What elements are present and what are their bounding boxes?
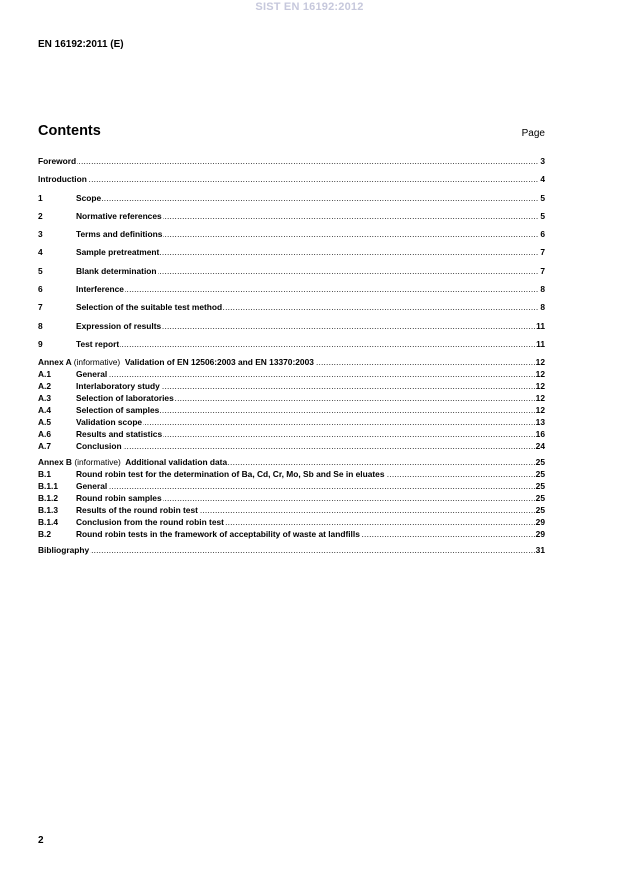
toc-entry-clause-4[interactable]: 4 Sample pretreatment ..... 7	[38, 246, 545, 258]
toc-entry-b2[interactable]: B.2 Round robin tests in the framework of acceptability of waste at landfills ..... 29	[38, 528, 545, 540]
toc-entry-clause-2[interactable]: 2 Normative references ..... 5	[38, 210, 545, 222]
toc-entry-a2[interactable]: A.2 Interlaboratory study ..... 12	[38, 380, 545, 392]
toc-entry-a4[interactable]: A.4 Selection of samples ..... 12	[38, 404, 545, 416]
toc-entry-b1-2[interactable]: B.1.2 Round robin samples ..... 25	[38, 492, 545, 504]
table-of-contents	[38, 155, 545, 556]
toc-entry-clause-9[interactable]: 9 Test report ..... 11	[38, 338, 545, 350]
toc-entry-a1[interactable]: A.1 General ..... 12	[38, 368, 545, 380]
contents-title: Contents	[38, 123, 101, 139]
page-column-label: Page	[521, 128, 545, 139]
page-number: 2	[38, 835, 44, 846]
toc-entry-clause-5[interactable]: 5 Blank determination ..... 7	[38, 265, 545, 277]
toc-entry-introduction[interactable]: Introduction ..... 4	[38, 173, 545, 185]
document-id: EN 16192:2011 (E)	[38, 39, 124, 50]
toc-entry-clause-7[interactable]: 7 Selection of the suitable test method ..... 8	[38, 301, 545, 313]
toc-entry-b1-4[interactable]: B.1.4 Conclusion from the round robin test ..... 29	[38, 516, 545, 528]
toc-entry-clause-8[interactable]: 8 Expression of results ..... 11	[38, 320, 545, 332]
toc-entry-b1-3[interactable]: B.1.3 Results of the round robin test ..... 25	[38, 504, 545, 516]
toc-entry-bibliography[interactable]: Bibliography ..... 31	[38, 544, 545, 556]
toc-entry-clause-3[interactable]: 3 Terms and definitions ..... 6	[38, 228, 545, 240]
watermark: SIST EN 16192:2012	[255, 1, 364, 13]
toc-entry-annex-a[interactable]: Annex A (informative) Validation of EN 12506:2003 and EN 13370:2003 ..... 12	[38, 356, 545, 368]
toc-entry-clause-6[interactable]: 6 Interference ..... 8	[38, 283, 545, 295]
toc-entry-b1-1[interactable]: B.1.1 General ..... 25	[38, 480, 545, 492]
toc-entry-a5[interactable]: A.5 Validation scope ..... 13	[38, 416, 545, 428]
toc-entry-foreword[interactable]: Foreword ..... 3	[38, 155, 545, 167]
toc-entry-clause-1[interactable]: 1 Scope ..... 5	[38, 192, 545, 204]
toc-entry-a6[interactable]: A.6 Results and statistics ..... 16	[38, 428, 545, 440]
toc-entry-a7[interactable]: A.7 Conclusion ..... 24	[38, 440, 545, 452]
toc-entry-annex-b[interactable]: Annex B (informative) Additional validation data ..... 25	[38, 456, 545, 468]
toc-entry-a3[interactable]: A.3 Selection of laboratories ..... 12	[38, 392, 545, 404]
toc-entry-b1[interactable]: B.1 Round robin test for the determination of Ba, Cd, Cr, Mo, Sb and Se in eluates ..... 25	[38, 468, 545, 480]
